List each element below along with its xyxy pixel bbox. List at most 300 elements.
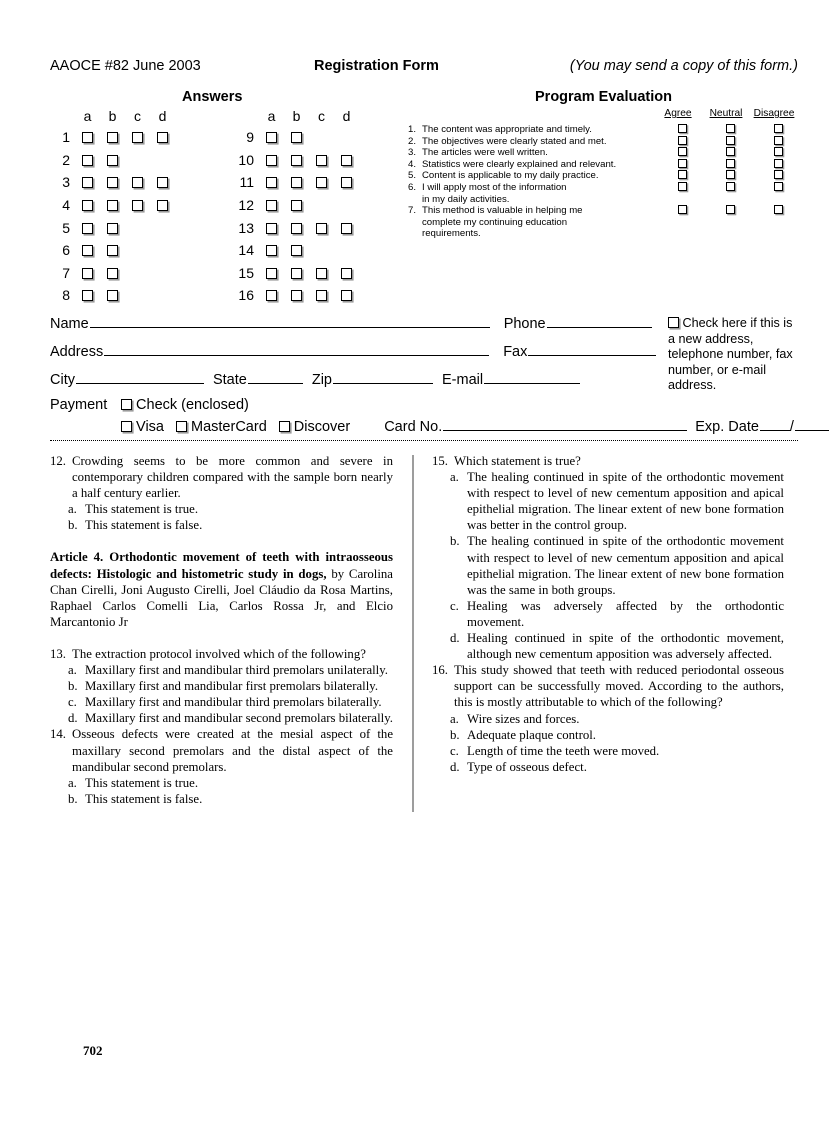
- option-a-letter: a.: [68, 663, 77, 678]
- option-b[interactable]: [68, 678, 393, 694]
- evaluation-scale-header: [408, 108, 798, 119]
- evaluation-cell-neutral[interactable]: [706, 182, 754, 193]
- option-b-text: Maxillary first and mandibular first premolars bilaterally.: [85, 679, 379, 694]
- evaluation-item-checkboxes: [658, 136, 802, 147]
- option-a-text: The healing continued in spite of the orthodontic movement with respect to level of new cementum apposition and apical epithelial migration. The linear extent of new bone formation was better in the control group.: [467, 470, 784, 533]
- answer-checkbox-11a[interactable]: [266, 177, 277, 188]
- article-4-authors: by Carolina Chan Cirelli, Joni Augusto Cirelli, Joel Cláudio da Rosa Martins, Raphael Carlos Comelli Lia, Carlos Rossa Jr, and Elcio Marcantonio Jr: [50, 566, 393, 629]
- answer-checkbox-2b[interactable]: [107, 155, 118, 166]
- option-d-letter: d.: [450, 759, 460, 774]
- answer-checkbox-10a[interactable]: [266, 155, 277, 166]
- option-b-letter: b.: [450, 534, 460, 549]
- evaluation-item-7: [408, 205, 798, 217]
- answer-cell-15-d[interactable]: [334, 262, 359, 285]
- evaluation-checkbox-6-agree[interactable]: [678, 182, 687, 191]
- option-c[interactable]: [450, 743, 784, 759]
- card-no-label: Card No.: [384, 419, 443, 435]
- answer-cell-2-c: [125, 149, 150, 172]
- option-c[interactable]: [68, 694, 393, 710]
- answer-checkbox-1b[interactable]: [107, 132, 118, 143]
- answers-col-header-c: c: [134, 108, 141, 124]
- evaluation-item-number: 6.: [408, 181, 417, 193]
- answer-row-4: [48, 194, 175, 217]
- answer-cell-15-c[interactable]: [309, 262, 334, 285]
- evaluation-item-checkboxes: [658, 147, 802, 158]
- evaluation-item-number: 1.: [408, 124, 417, 135]
- answer-cell-13-b[interactable]: [284, 216, 309, 239]
- mastercard-label: MasterCard: [191, 419, 267, 435]
- question-14-number: 14.: [50, 727, 66, 742]
- evaluation-checkbox-7-agree[interactable]: [678, 205, 687, 214]
- option-b-text: The healing continued in spite of the orthodontic movement with respect to level of new cementum apposition and apical epithelial migration. The linear extent of new bone formation was the same in both groups.: [467, 534, 784, 597]
- evaluation-item-number: 4.: [408, 158, 417, 170]
- answer-checkbox-3c[interactable]: [132, 177, 143, 188]
- exp-date-label: Exp. Date: [695, 419, 759, 435]
- answer-checkbox-4d[interactable]: [157, 200, 168, 211]
- phone-input[interactable]: [547, 315, 652, 328]
- evaluation-cell-disagree[interactable]: [754, 205, 802, 216]
- question-12-text: Crowding seems to be more common and severe in contemporary children compared with the sample born nearly a half century earlier.: [72, 454, 393, 501]
- answer-checkbox-1d[interactable]: [157, 132, 168, 143]
- answer-row-12: [232, 194, 359, 217]
- evaluation-item-4: [408, 159, 798, 171]
- answer-cell-4-c[interactable]: [125, 194, 150, 217]
- answer-row-11: [232, 171, 359, 194]
- answer-checkbox-10b[interactable]: [291, 155, 302, 166]
- option-a[interactable]: [68, 501, 393, 517]
- scale-label-neutral: Neutral: [709, 108, 743, 119]
- answer-checkbox-2a[interactable]: [82, 155, 93, 166]
- evaluation-checkbox-2-neutral[interactable]: [726, 136, 735, 145]
- answer-checkbox-3b[interactable]: [107, 177, 118, 188]
- evaluation-item-text: Content is applicable to my daily practice.: [422, 170, 599, 182]
- question-12-number: 12.: [50, 454, 66, 468]
- answer-cell-10-d[interactable]: [334, 149, 359, 172]
- option-b-text: This statement is false.: [85, 518, 203, 533]
- email-label: E-mail: [442, 372, 484, 388]
- evaluation-item-6-continuation: [408, 194, 798, 206]
- page-number: 702: [83, 1043, 103, 1058]
- answer-cell-10-b[interactable]: [284, 149, 309, 172]
- evaluation-cell-disagree[interactable]: [754, 147, 802, 158]
- answer-cell-6-b[interactable]: [100, 239, 125, 262]
- evaluation-checkbox-2-disagree[interactable]: [774, 136, 783, 145]
- answer-checkbox-5b[interactable]: [107, 223, 118, 234]
- evaluation-cell-agree[interactable]: [658, 170, 706, 181]
- answer-cell-12-d: [334, 194, 359, 217]
- evaluation-checkbox-1-agree[interactable]: [678, 124, 687, 133]
- new-address-note-text: Check here if this is a new address, telephone number, fax number, or e-mail address.: [668, 316, 793, 393]
- answer-checkbox-15c[interactable]: [316, 268, 327, 279]
- question-15-options: [432, 469, 784, 662]
- evaluation-cell-disagree[interactable]: [754, 136, 802, 147]
- answer-cell-11-d[interactable]: [334, 171, 359, 194]
- answer-cell-13-d[interactable]: [334, 216, 359, 239]
- evaluation-checkbox-7-disagree[interactable]: [774, 205, 783, 214]
- answer-cell-6-d: [150, 239, 175, 262]
- answer-cell-9-a[interactable]: [259, 126, 284, 149]
- spacer: [50, 533, 393, 549]
- answer-checkbox-4a[interactable]: [82, 200, 93, 211]
- answer-checkbox-11d[interactable]: [341, 177, 352, 188]
- answer-cell-16-d[interactable]: [334, 284, 359, 307]
- option-b[interactable]: [68, 791, 393, 807]
- answer-checkbox-9b[interactable]: [291, 132, 302, 143]
- answer-checkbox-4c[interactable]: [132, 200, 143, 211]
- payment-label: Payment: [50, 397, 108, 413]
- evaluation-cell-agree[interactable]: [658, 159, 706, 170]
- answer-row-2: [48, 149, 175, 172]
- article-4-citation: [50, 549, 393, 629]
- answer-cell-4-d[interactable]: [150, 194, 175, 217]
- answer-checkbox-16a[interactable]: [266, 290, 277, 301]
- option-a-letter: a.: [68, 502, 77, 517]
- answer-cell-3-d[interactable]: [150, 171, 175, 194]
- answer-cell-4-a[interactable]: [75, 194, 100, 217]
- answer-checkbox-11b[interactable]: [291, 177, 302, 188]
- evaluation-continuation-text: complete my continuing education: [422, 216, 568, 228]
- evaluation-checkbox-5-agree[interactable]: [678, 170, 687, 179]
- answer-row-number: 16: [238, 287, 254, 304]
- evaluation-continuation-text: requirements.: [422, 228, 481, 240]
- option-a-letter: a.: [450, 711, 459, 726]
- name-label: Name: [50, 316, 89, 332]
- answer-cell-15-b[interactable]: [284, 262, 309, 285]
- evaluation-cell-agree[interactable]: [658, 136, 706, 147]
- question-13-text: The extraction protocol involved which of the following?: [72, 646, 366, 661]
- answer-cell-13-c[interactable]: [309, 216, 334, 239]
- option-a[interactable]: [450, 711, 784, 727]
- zip-input[interactable]: [333, 371, 433, 384]
- evaluation-checkbox-4-agree[interactable]: [678, 159, 687, 168]
- answer-cell-5-b[interactable]: [100, 216, 125, 239]
- answer-checkbox-8b[interactable]: [107, 290, 118, 301]
- question-12: [50, 453, 393, 501]
- evaluation-checkbox-7-neutral[interactable]: [726, 205, 735, 214]
- fax-label: Fax: [503, 344, 528, 360]
- evaluation-cell-disagree[interactable]: [754, 170, 802, 181]
- evaluation-item-checkboxes: [658, 124, 802, 135]
- evaluation-item-3: [408, 147, 798, 159]
- answer-cell-8-d: [150, 284, 175, 307]
- option-c-text: Length of time the teeth were moved.: [467, 743, 660, 758]
- address-label: Address: [50, 344, 104, 360]
- payment-row-check: [50, 397, 798, 418]
- question-15: [432, 453, 784, 469]
- payment-option-mastercard[interactable]: [176, 419, 267, 435]
- answer-checkbox-14a[interactable]: [266, 245, 277, 256]
- name-input[interactable]: [90, 315, 490, 328]
- evaluation-item-checkboxes: [658, 205, 802, 216]
- answer-checkbox-6b[interactable]: [107, 245, 118, 256]
- exp-year-input[interactable]: [795, 418, 829, 431]
- answer-cell-1-b[interactable]: [100, 126, 125, 149]
- card-no-input[interactable]: [443, 418, 687, 431]
- answer-row-10: [232, 149, 359, 172]
- payment-option-visa[interactable]: [121, 419, 164, 435]
- option-a-letter: a.: [450, 470, 459, 485]
- exp-month-input[interactable]: [760, 418, 790, 431]
- city-label: City: [50, 372, 75, 388]
- answer-cell-2-b[interactable]: [100, 149, 125, 172]
- question-14: [50, 726, 393, 774]
- option-a-text: This statement is true.: [85, 775, 199, 790]
- answer-checkbox-1c[interactable]: [132, 132, 143, 143]
- option-d[interactable]: [450, 759, 784, 775]
- answer-cell-6-a[interactable]: [75, 239, 100, 262]
- answer-checkbox-7b[interactable]: [107, 268, 118, 279]
- evaluation-checkbox-1-neutral[interactable]: [726, 124, 735, 133]
- answer-cell-1-d[interactable]: [150, 126, 175, 149]
- answer-row-number: 1: [62, 129, 70, 146]
- answers-section-title: Answers: [182, 89, 243, 105]
- answer-checkbox-11c[interactable]: [316, 177, 327, 188]
- evaluation-item-text: The articles were well written.: [422, 147, 548, 159]
- answer-cell-14-b[interactable]: [284, 239, 309, 262]
- answer-cell-10-a[interactable]: [259, 149, 284, 172]
- answer-checkbox-3a[interactable]: [82, 177, 93, 188]
- evaluation-checkbox-4-disagree[interactable]: [774, 159, 783, 168]
- visa-checkbox[interactable]: [121, 421, 132, 432]
- evaluation-cell-agree[interactable]: [658, 205, 706, 216]
- evaluation-checkbox-5-neutral[interactable]: [726, 170, 735, 179]
- answer-row-number: 7: [62, 264, 70, 281]
- option-b[interactable]: [68, 517, 393, 533]
- answer-cell-2-d: [150, 149, 175, 172]
- mastercard-checkbox[interactable]: [176, 421, 187, 432]
- discover-checkbox[interactable]: [279, 421, 290, 432]
- answer-row-8: [48, 284, 175, 307]
- answer-cell-15-a[interactable]: [259, 262, 284, 285]
- answer-checkbox-3d[interactable]: [157, 177, 168, 188]
- evaluation-cell-agree[interactable]: [658, 147, 706, 158]
- new-address-note: [668, 316, 800, 394]
- evaluation-checkbox-6-neutral[interactable]: [726, 182, 735, 191]
- option-a[interactable]: [450, 469, 784, 533]
- address-input[interactable]: [104, 343, 489, 356]
- answers-col-header-b: b: [292, 108, 301, 124]
- evaluation-checkbox-3-neutral[interactable]: [726, 147, 735, 156]
- answer-cell-7-d: [150, 262, 175, 285]
- answer-checkbox-4b[interactable]: [107, 200, 118, 211]
- visa-label: Visa: [136, 419, 164, 435]
- evaluation-item-number: 5.: [408, 170, 417, 182]
- answers-table-right: [232, 106, 359, 307]
- answer-row-number: 13: [238, 219, 254, 236]
- answer-row-3: [48, 171, 175, 194]
- answer-checkbox-13d[interactable]: [341, 223, 352, 234]
- answer-checkbox-15b[interactable]: [291, 268, 302, 279]
- answer-cell-4-b[interactable]: [100, 194, 125, 217]
- option-d-text: Type of osseous defect.: [467, 759, 587, 774]
- answer-cell-8-b[interactable]: [100, 284, 125, 307]
- answer-checkbox-15a[interactable]: [266, 268, 277, 279]
- evaluation-item-6: [408, 182, 798, 194]
- evaluation-checkbox-4-neutral[interactable]: [726, 159, 735, 168]
- evaluation-cell-disagree[interactable]: [754, 124, 802, 135]
- option-b[interactable]: [450, 727, 784, 743]
- answer-checkbox-13a[interactable]: [266, 223, 277, 234]
- evaluation-item-text: Statistics were clearly explained and relevant.: [422, 158, 617, 170]
- answer-row-14: [232, 239, 359, 262]
- page-header: [50, 58, 798, 74]
- option-b[interactable]: [450, 533, 784, 597]
- option-a-text: Maxillary first and mandibular third premolars unilaterally.: [85, 663, 389, 678]
- check-checkbox[interactable]: [121, 399, 132, 410]
- evaluation-cell-agree[interactable]: [658, 182, 706, 193]
- answer-row-13: [232, 216, 359, 239]
- evaluation-cell-agree[interactable]: [658, 124, 706, 135]
- answer-cell-5-c: [125, 216, 150, 239]
- evaluation-cell-neutral[interactable]: [706, 170, 754, 181]
- answer-cell-2-a[interactable]: [75, 149, 100, 172]
- answers-col-header-c: c: [318, 108, 325, 124]
- answers-corner-cell: [232, 106, 259, 126]
- answer-checkbox-15d[interactable]: [341, 268, 352, 279]
- answer-cell-11-a[interactable]: [259, 171, 284, 194]
- scale-label-agree: Agree: [664, 108, 692, 119]
- option-a[interactable]: [68, 775, 393, 791]
- question-16: [432, 662, 784, 710]
- question-15-number: 15.: [432, 454, 448, 468]
- answer-checkbox-9a[interactable]: [266, 132, 277, 143]
- city-input[interactable]: [76, 371, 204, 384]
- answer-cell-7-b[interactable]: [100, 262, 125, 285]
- fax-input[interactable]: [528, 343, 656, 356]
- answer-checkbox-14b[interactable]: [291, 245, 302, 256]
- evaluation-item-number: 7.: [408, 205, 417, 217]
- answer-cell-12-a[interactable]: [259, 194, 284, 217]
- option-a-text: Wire sizes and forces.: [467, 711, 580, 726]
- option-b-letter: b.: [68, 679, 78, 694]
- evaluation-checkbox-6-disagree[interactable]: [774, 182, 783, 191]
- answer-row-7: [48, 262, 175, 285]
- answer-cell-7-a[interactable]: [75, 262, 100, 285]
- answer-cell-14-a[interactable]: [259, 239, 284, 262]
- state-input[interactable]: [248, 371, 303, 384]
- option-c[interactable]: [450, 598, 784, 630]
- evaluation-checkbox-5-disagree[interactable]: [774, 170, 783, 179]
- answer-cell-11-c[interactable]: [309, 171, 334, 194]
- answer-cell-16-a[interactable]: [259, 284, 284, 307]
- evaluation-cell-neutral[interactable]: [706, 159, 754, 170]
- payment-option-check[interactable]: [121, 397, 249, 413]
- option-d-letter: d.: [68, 711, 78, 726]
- answer-cell-16-c[interactable]: [309, 284, 334, 307]
- answers-col-header-a: a: [267, 108, 276, 124]
- evaluation-cell-neutral[interactable]: [706, 205, 754, 216]
- answer-checkbox-8a[interactable]: [82, 290, 93, 301]
- answers-grid-right: [232, 106, 359, 307]
- answers-grid-left: [48, 106, 175, 307]
- question-column-right: [432, 453, 784, 775]
- answers-col-header-b: b: [108, 108, 117, 124]
- evaluation-section-title: Program Evaluation: [535, 89, 672, 105]
- answer-cell-13-a[interactable]: [259, 216, 284, 239]
- answer-cell-9-b[interactable]: [284, 126, 309, 149]
- payment-option-discover[interactable]: [279, 419, 350, 435]
- answer-row-number: 14: [238, 242, 254, 259]
- evaluation-checkbox-2-agree[interactable]: [678, 136, 687, 145]
- answer-row-number: 15: [238, 264, 254, 281]
- answer-checkbox-6a[interactable]: [82, 245, 93, 256]
- answer-cell-1-a[interactable]: [75, 126, 100, 149]
- answer-cell-12-b[interactable]: [284, 194, 309, 217]
- evaluation-item-7-continuation: [408, 228, 798, 240]
- phone-label: Phone: [503, 316, 546, 332]
- answer-checkbox-1a[interactable]: [82, 132, 93, 143]
- answer-cell-3-a[interactable]: [75, 171, 100, 194]
- evaluation-cell-neutral[interactable]: [706, 136, 754, 147]
- question-column-left: [50, 453, 393, 807]
- evaluation-continuation-text: in my daily activities.: [422, 193, 510, 205]
- answer-checkbox-10c[interactable]: [316, 155, 327, 166]
- answer-checkbox-10d[interactable]: [341, 155, 352, 166]
- answers-col-header-d: d: [342, 108, 351, 124]
- answer-checkbox-5a[interactable]: [82, 223, 93, 234]
- evaluation-cell-neutral[interactable]: [706, 147, 754, 158]
- state-label: State: [212, 372, 247, 388]
- answer-cell-1-c[interactable]: [125, 126, 150, 149]
- answer-cell-5-a[interactable]: [75, 216, 100, 239]
- email-input[interactable]: [484, 371, 580, 384]
- answer-checkbox-12b[interactable]: [291, 200, 302, 211]
- question-15-text: Which statement is true?: [454, 454, 581, 468]
- evaluation-item-5: [408, 170, 798, 182]
- option-d[interactable]: [450, 630, 784, 662]
- evaluation-checkbox-3-disagree[interactable]: [774, 147, 783, 156]
- answer-checkbox-13c[interactable]: [316, 223, 327, 234]
- answer-cell-8-a[interactable]: [75, 284, 100, 307]
- answer-cell-11-b[interactable]: [284, 171, 309, 194]
- answer-row-6: [48, 239, 175, 262]
- answer-checkbox-12a[interactable]: [266, 200, 277, 211]
- option-c-letter: c.: [68, 695, 77, 710]
- evaluation-cell-disagree[interactable]: [754, 182, 802, 193]
- evaluation-item-checkboxes: [658, 170, 802, 181]
- answer-row-number: 11: [239, 174, 254, 191]
- answer-row-number: 10: [238, 151, 254, 168]
- answer-row-1: [48, 126, 175, 149]
- answer-row-number: 6: [62, 242, 70, 259]
- scale-label-disagree: Disagree: [753, 108, 795, 119]
- spacer: [50, 630, 393, 646]
- new-address-checkbox[interactable]: [668, 317, 679, 328]
- answer-cell-16-b[interactable]: [284, 284, 309, 307]
- question-16-number: 16.: [432, 663, 448, 678]
- evaluation-checkbox-1-disagree[interactable]: [774, 124, 783, 133]
- answers-header-row: [232, 106, 359, 126]
- answer-checkbox-16b[interactable]: [291, 290, 302, 301]
- answer-cell-3-c[interactable]: [125, 171, 150, 194]
- question-13: [50, 646, 393, 662]
- answer-checkbox-16d[interactable]: [341, 290, 352, 301]
- answer-cell-10-c[interactable]: [309, 149, 334, 172]
- question-14-options: [50, 775, 393, 807]
- evaluation-cell-disagree[interactable]: [754, 159, 802, 170]
- evaluation-cell-neutral[interactable]: [706, 124, 754, 135]
- answer-checkbox-13b[interactable]: [291, 223, 302, 234]
- option-b-text: Adequate plaque control.: [467, 727, 596, 742]
- evaluation-checkbox-3-agree[interactable]: [678, 147, 687, 156]
- answer-cell-3-b[interactable]: [100, 171, 125, 194]
- option-a[interactable]: [68, 662, 393, 678]
- answer-checkbox-16c[interactable]: [316, 290, 327, 301]
- option-d[interactable]: [68, 710, 393, 726]
- option-d-text: Healing continued in spite of the orthodontic movement, although new cementum apposition was adversely affected.: [467, 631, 784, 662]
- answer-checkbox-7a[interactable]: [82, 268, 93, 279]
- evaluation-item-number: 2.: [408, 135, 417, 147]
